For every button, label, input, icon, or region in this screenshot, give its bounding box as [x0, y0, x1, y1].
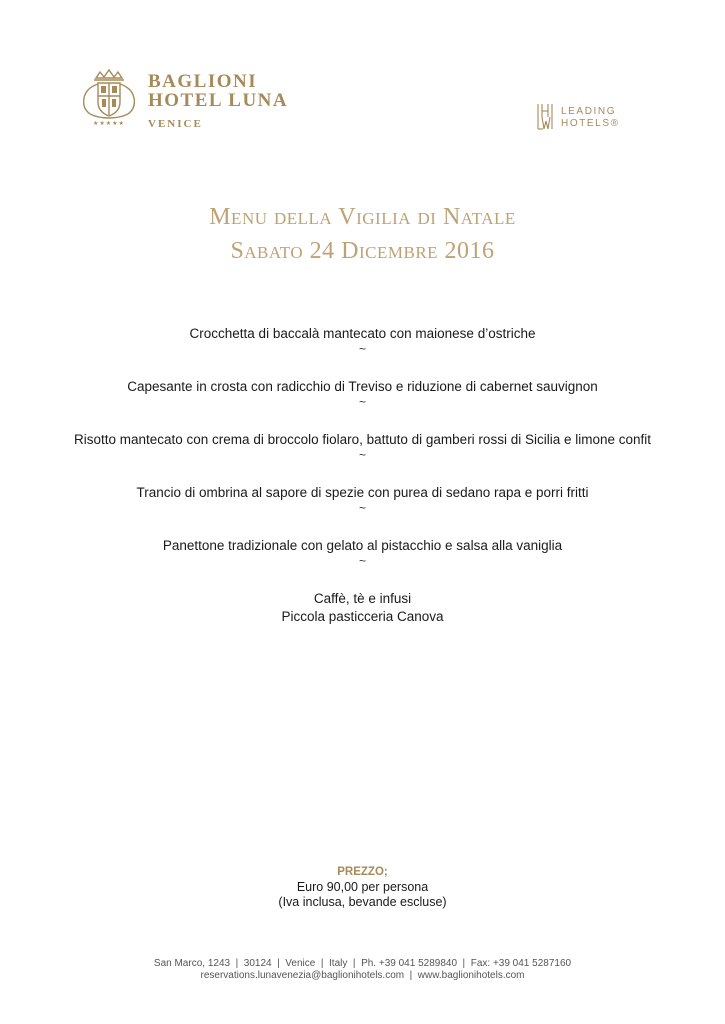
partner-line1: LEADING	[561, 106, 617, 117]
price-section	[0, 865, 725, 910]
hotel-logo	[78, 68, 308, 132]
price-note: (Iva inclusa, bevande escluse)	[278, 895, 447, 909]
leading-hotels-logo	[537, 103, 637, 131]
final-line2: Piccola pasticceria Canova	[281, 609, 444, 624]
brand-line1: BAGLIONI	[148, 71, 258, 92]
footer-address: San Marco, 1243 | 30124 | Venice | Italy | Ph. +39 041 5289840 | Fax: +39 041 5287160	[153, 958, 572, 969]
course-separator: ~	[358, 395, 366, 409]
menu-courses	[0, 325, 725, 626]
course-separator: ~	[358, 501, 366, 515]
title-line2: Sabato 24 Dicembre 2016	[230, 238, 495, 264]
course-1: Crocchetta di baccalà mantecato con maionese d’ostriche	[189, 326, 536, 341]
course-separator: ~	[358, 342, 366, 356]
brand-name	[148, 72, 288, 130]
price-label: PREZZO;	[337, 866, 388, 878]
course-separator: ~	[358, 448, 366, 462]
leading-hotels-text	[561, 106, 620, 130]
price-amount: Euro 90,00 per persona	[296, 880, 429, 894]
menu-title	[0, 200, 725, 268]
footer	[0, 958, 725, 982]
hotel-stars: ★★★★★	[93, 121, 125, 127]
brand-city: VENICE	[148, 118, 203, 130]
course-4: Trancio di ombrina al sapore di spezie con purea di sedano rapa e porri fritti	[136, 485, 589, 500]
course-separator: ~	[358, 554, 366, 568]
brand-line2: HOTEL LUNA	[148, 90, 289, 111]
final-line1: Caffè, tè e infusi	[313, 591, 412, 606]
course-2: Capesante in crosta con radicchio di Treviso e riduzione di cabernet sauvignon	[127, 379, 598, 394]
course-3: Risotto mantecato con crema di broccolo fiolaro, battuto di gamberi rossi di Sicilia e limone confit	[73, 432, 652, 447]
course-5: Panettone tradizionale con gelato al pistacchio e salsa alla vaniglia	[162, 538, 563, 553]
footer-contacts: reservations.lunavenezia@baglionihotels.com | www.baglionihotels.com	[200, 970, 525, 981]
lhw-mark-icon	[537, 103, 553, 130]
title-line1: Menu della Vigilia di Natale	[209, 204, 516, 230]
partner-line2: HOTELS®	[561, 118, 620, 129]
